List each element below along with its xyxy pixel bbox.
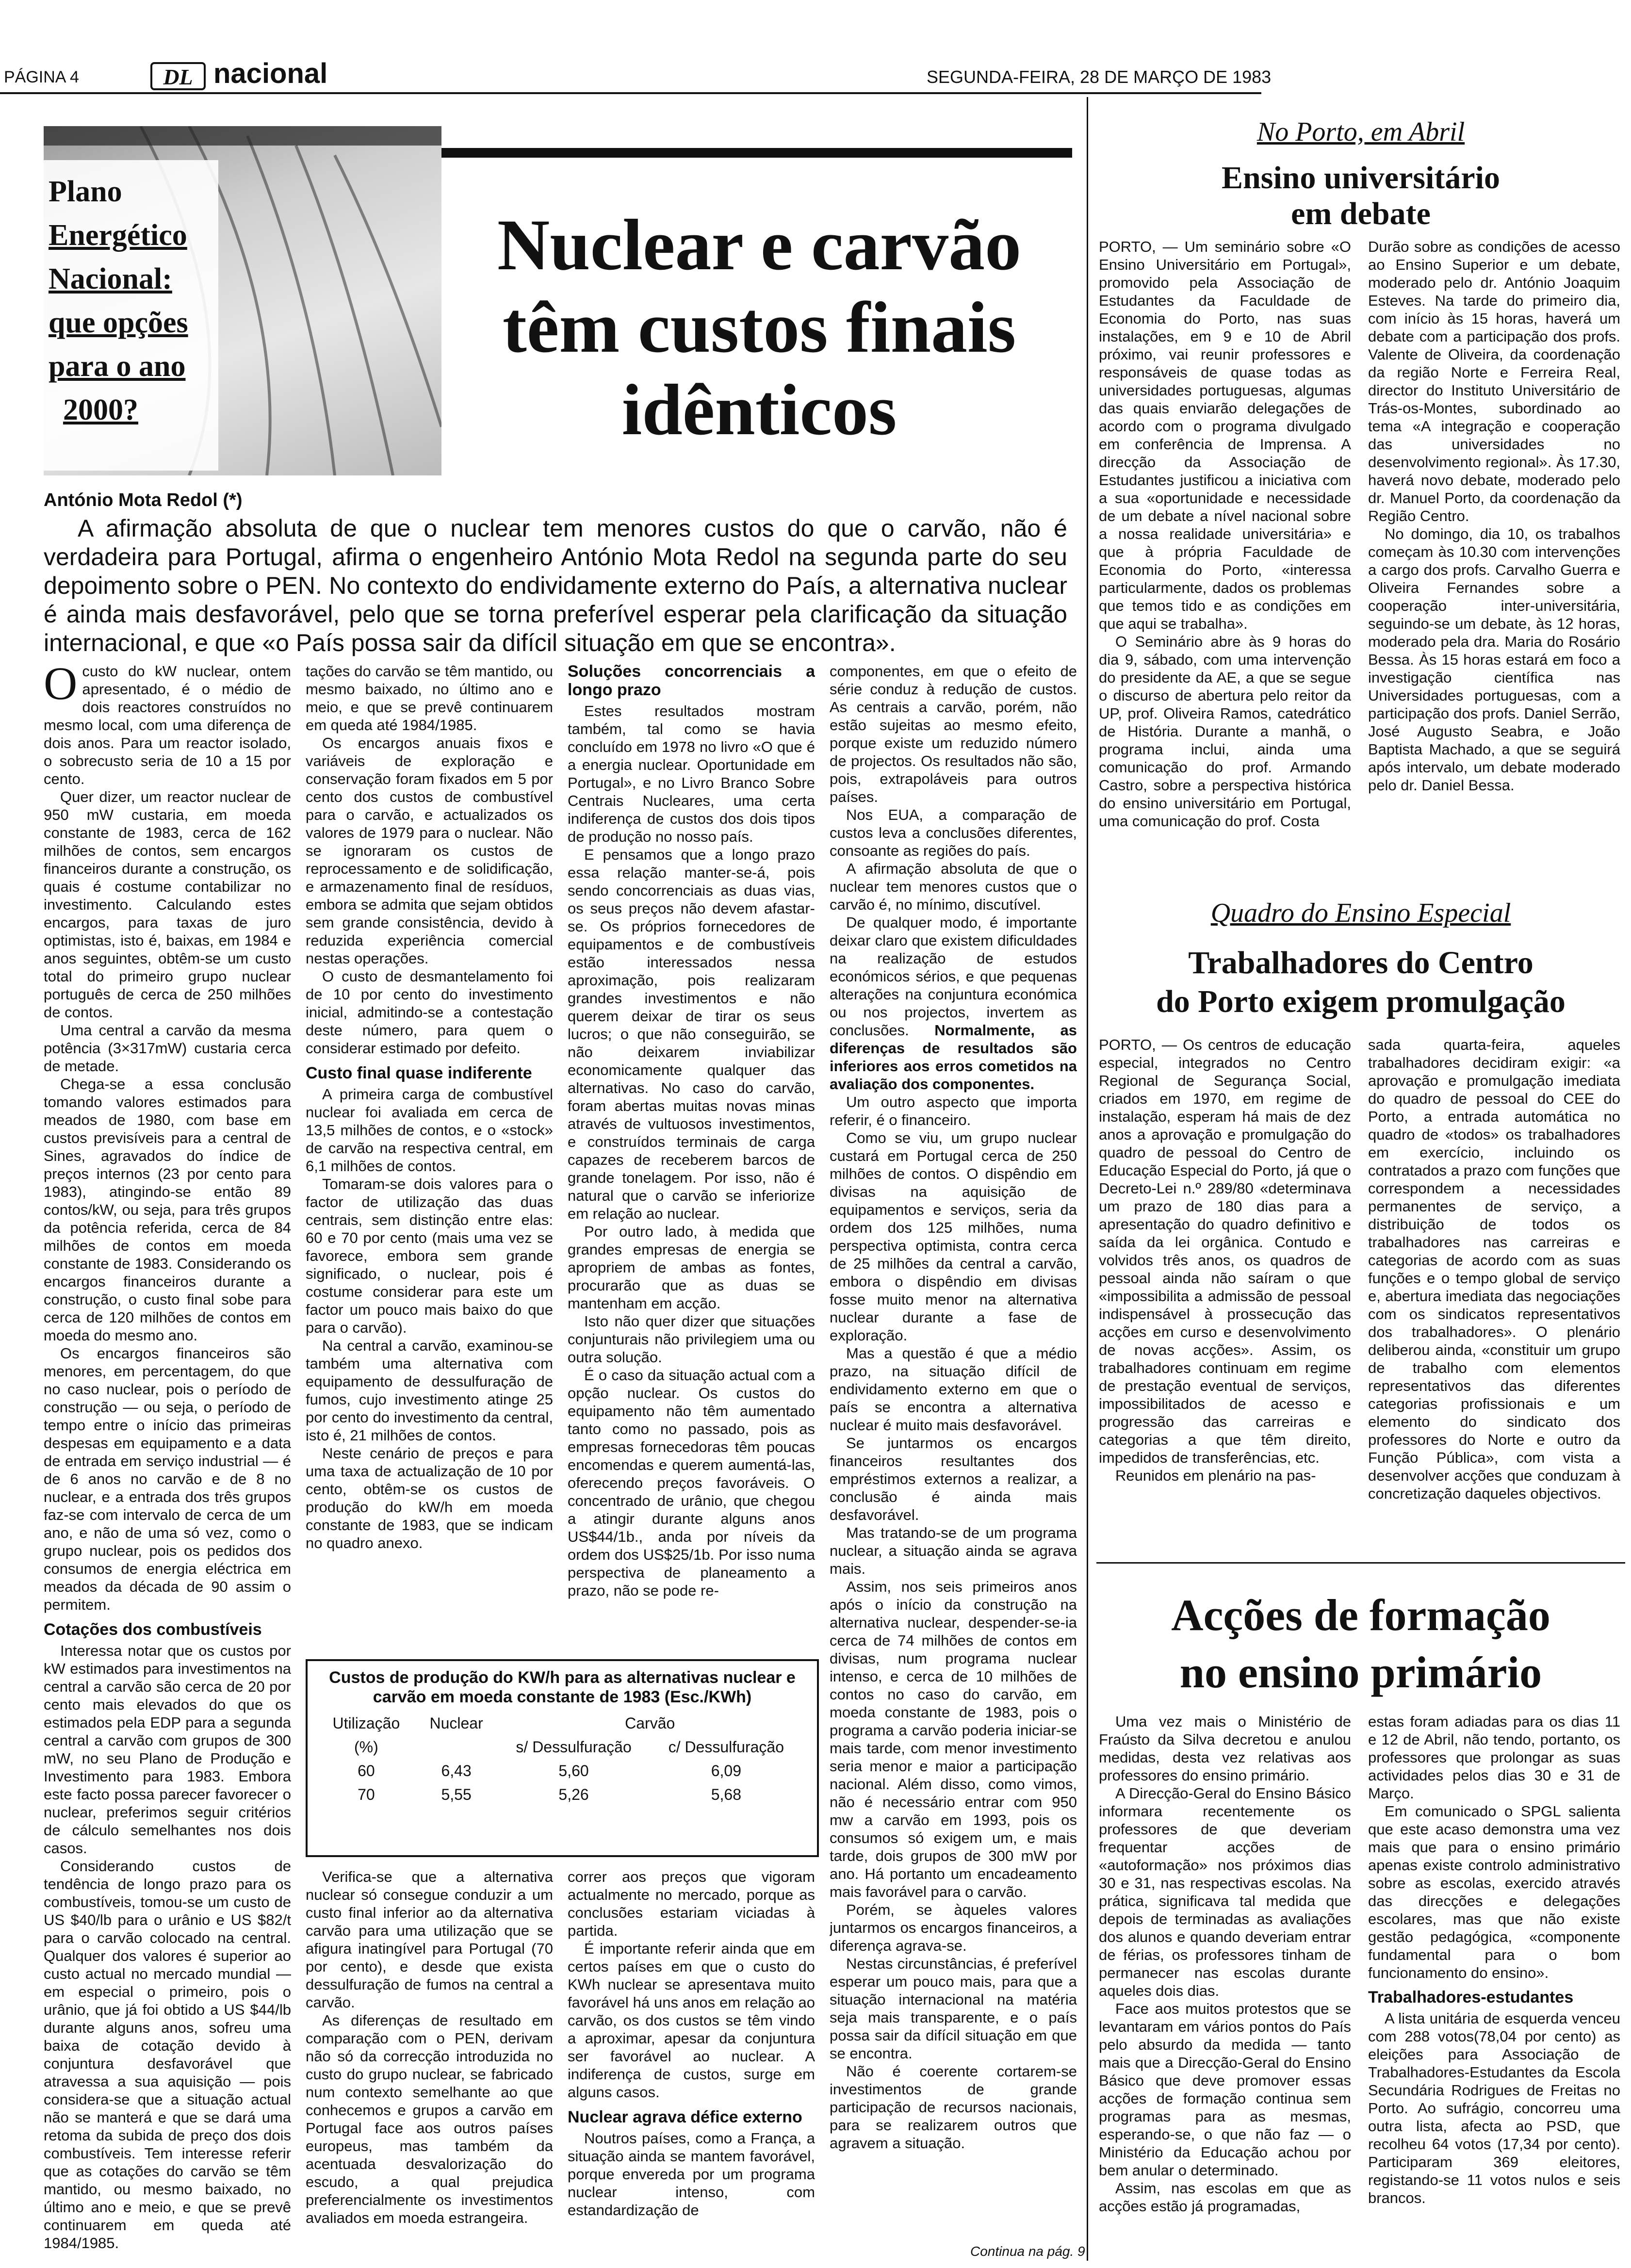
table-subheader-row [317, 1735, 802, 1759]
especial-headline [1096, 944, 1625, 1021]
paragraph: Reunidos em plenário na pas- [1115, 1467, 1316, 1484]
table-header [415, 1735, 498, 1759]
section-logo-icon [150, 61, 209, 91]
byline: António Mota Redol (*) [44, 490, 243, 510]
table-header: s/ Dessulfuração [516, 1738, 632, 1756]
headline-line: têm custos finais [502, 287, 1016, 368]
table-header: c/ Dessulfuração [668, 1738, 784, 1756]
table-row [317, 1759, 802, 1783]
paragraph: PORTO, — Um seminário sobre «O Ensino Universitário em Portugal», promovido pela Associação de Estudantes da Faculdade de Economia do Porto, nas suas instalações, em 9 e 10 de Abril próximo, vai reunir professores e responsáveis de quase todas as universidades portuguesas, algumas das quais enviarão delegações de acordo com o programa divulgado em conferência de Imprensa. A direcção da Associação de Estudantes justificou a iniciativa com a sua «oportunidade e necessidade de um debate a nível nacional sobre a nossa realidade universitária» e que à própria Faculdade de Economia do Porto, «interessa particularmente, dados os problemas que temos tido e as condições em que aqui se trabalha». [1099, 238, 1351, 632]
table-header: Nuclear [429, 1714, 483, 1732]
dropcap: O [44, 662, 78, 709]
costs-table-title: Custos de produção do KW/h para as alternativas nuclear e carvão em moeda constante de 1983 (Esc./KWh) [329, 1668, 796, 1706]
paragraph: Por outro lado, à medida que grandes empresas de energia se apropriem de ambas as fontes, procurarão que as duas se mantenham em acção. [568, 1223, 815, 1312]
paragraph: As diferenças de resultado em comparação com o PEN, derivam não só da correcção introduzida no custo do grupo nuclear, se fabricado num contexto semelhante ao que conhecemos e grupos a carvão em Portugal face aos outros países europeus, mas também da acentuada desvalorização do escudo, a qual prejudica preferencialmente os investimentos avaliados em moeda estrangeira. [306, 2012, 553, 2226]
headline-line: do Porto exigem promulgação [1156, 984, 1566, 1019]
subhead: Soluções concorrenciais a longo prazo [568, 662, 815, 699]
headline-line: no ensino primário [1179, 1648, 1542, 1697]
ensino-kicker: No Porto, em Abril [1256, 117, 1465, 147]
table-header-row [317, 1712, 802, 1735]
paragraph: É o caso da situação actual com a opção nuclear. Os custos do equipamento não têm aumentado tanto como no passado, pois as empresas fornecedoras têm poucas encomendas e querem aumentá-las, oferecendo preços favoráveis. O concentrado de urânio, que chegou a atingir durante alguns anos US$44/1b., anda por níveis da ordem dos US$25/1b. Por isso numa perspectiva de planeamento a prazo, não se pode re- [568, 1367, 815, 1599]
issue-date: SEGUNDA-FEIRA, 28 DE MARÇO DE 1983 [927, 67, 1272, 87]
paragraph: No domingo, dia 10, os trabalhos começam às 10.30 com intervenções a cargo dos profs. Carvalho Guerra e Oliveira Fernandes sobre a cooperação inter-universitária, seguindo-se um debate, às 12 horas, moderado pela dra. Maria do Rosário Bessa. Às 15 horas estará em foco a investigação científica nas Universidades portuguesas, com a participação dos profs. Daniel Serrão, José Augusto Seabra, e João Baptista Machado, a que se seguirá após intervalo, um debate moderado pelo dr. Daniel Bessa. [1368, 525, 1620, 794]
paragraph: Considerando custos de tendência de longo prazo para os combustíveis, tomou-se um custo de US $40/lb para o urânio e US $82/t para o carvão colocado na central. Qualquer dos valores é superior ao custo actual no mercado mundial — em especial o primeiro, pois o urânio, que já foi obtido a US $44/lb durante alguns anos, sofreu uma baixa de cotação devido à conjuntura desfavorável que atravessa a sua aquisição — pois considera-se que a situação actual não se manterá e que se dará uma retoma da subida de preço dos dois combustíveis. Tem interesse referir que as cotações do carvão se têm mantido, ou mesmo baixado, no último ano e meio, e que se prevê continuarem em queda até 1984/1985. [44, 1858, 291, 2252]
headline-line: Trabalhadores do Centro [1188, 945, 1533, 980]
paragraph: O custo de desmantelamento foi de 10 por cento do investimento inicial, admitindo-se a contestação deste número, para quem o considerar estimado por defeito. [306, 968, 553, 1057]
ensino-headline [1096, 160, 1625, 232]
headline-line: em debate [1291, 196, 1431, 231]
formacao-column-1 [1099, 1713, 1351, 2261]
table-header: Utilização [332, 1714, 400, 1732]
lead-column-1 [44, 662, 291, 2258]
headline-line: Acções de formação [1171, 1590, 1550, 1640]
paragraph: A afirmação absoluta de que o nuclear tem menores custos que o carvão é, no mínimo, discutível. [830, 860, 1077, 913]
paragraph: Face aos muitos protestos que se levantaram em vários pontos do País pelo absurdo da medida — tanto mais que a Direcção-Geral do Ensino Básico que deve promover essas acções de formação continua sem programas para as mesmas, esperando-se, o que não faz — o Ministério da Educação achou por bem anular o determinado. [1099, 2000, 1351, 2179]
table-cell: 5,68 [711, 1786, 741, 1803]
paragraph: Isto não quer dizer que situações conjunturais não privilegiem uma ou outra solução. [568, 1313, 815, 1366]
table-cell: 6,09 [711, 1762, 741, 1779]
paragraph: Durão sobre as condições de acesso ao Ensino Superior e um debate, moderado pelo dr. António Joaquim Esteves. Na tarde do primeiro dia, com início às 15 horas, haverá um debate com a participação dos profs. Valente de Oliveira, da coordenação da região Norte e Ferreira Real, director do Instituto Universitário de Trás-os-Montes, subordinado ao tema «A integração e cooperação das universidades no desenvolvimento regional». Às 17.30, haverá novo debate, moderado pelo dr. Manuel Porto, da coordenação da Região Centro. [1368, 238, 1620, 524]
table-cell: 60 [358, 1762, 375, 1779]
series-title-line: para o ano [49, 350, 186, 383]
subhead: Cotações dos combustíveis [44, 1620, 262, 1639]
table-cell: 6,43 [441, 1762, 472, 1779]
paragraph: Quer dizer, um reactor nuclear de 950 mW custaria, em moeda constante de 1983, cerca de 162 milhões de contos, sem encargos financeiros durante a construção, os quais é costume contabilizar no investimento. Calculando estes encargos, para taxas de juro optimistas, isto é, baixas, em 1984 e anos seguintes, obtêm-se um custo total do primeiro grupo nuclear português de cerca de 250 milhões de contos. [44, 788, 291, 1021]
paragraph: A lista unitária de esquerda venceu com 288 votos(78,04 por cento) as eleições para Associação de Trabalhadores-Estudantes da Escola Secundária Rodrigues de Freitas no Porto. Ao sufrágio, concorreu uma outra lista, afecta ao PSD, que recolheu 64 votos (17,34 por cento). Participaram 369 eleitores, registando-se 11 votos nulos e seis brancos. [1368, 2010, 1620, 2206]
paragraph: Os encargos anuais fixos e variáveis de exploração e conservação foram fixados em 5 por cento dos custos de combustível para o carvão, e actualizados os valores de 1979 para o nuclear. Não se ignoraram os custos de reprocessamento e de solidificação, e armazenamento final de resíduos, embora se admita que sejam obtidos sem grande consistência, devido à reduzida experiência comercial nestas operações. [306, 734, 553, 967]
costs-table-box [306, 1659, 819, 1857]
standfirst: A afirmação absoluta de que o nuclear tem menores custos do que o carvão, não é verdadeira para Portugal, afirma o engenheiro António Mota Redol na segunda parte do seu depoimento sobre o PEN. No contexto do endividamente externo do País, a alternativa nuclear é ainda mais desfavorável, pelo que se torna preferível esperar pela clarificação da situação internacional, e que «o País possa sair da difícil situação em que se encontra». [44, 515, 1067, 656]
paragraph: custo do kW nuclear, ontem apresentado, é o médio de dois reactores construídos no mesmo local, com uma diferença de dois anos. Para um reactor isolado, o sobrecusto seria de 10 a 15 por cento. [44, 663, 291, 787]
paragraph: Na central a carvão, examinou-se também uma alternativa com equipamento de dessulfuração de fumos, cujo investimento atinge 25 por cento do investimento da central, isto é, 21 milhões de contos. [306, 1337, 553, 1444]
paragraph: Não é coerente cortarem-se investimentos de grande participação de recursos nacionais, para se realizarem outros que agravem a situação. [830, 2063, 1077, 2152]
paragraph: Chega-se a essa conclusão tomando valores estimados para meados de 1980, com base em custos previsíveis para a central de Sines, agravados do índice de preços internos (23 por cento para 1983), atingindo-se então 89 contos/kW, ou seja, para três grupos da potência referida, cerca de 84 milhões de contos em moeda constante de 1983. Considerando os encargos financeiros durante a construção, o custo final sobe para cerca de 120 milhões de contos em moeda do mesmo ano. [44, 1076, 291, 1344]
continued-note: Continua na pág. 9 [970, 2244, 1085, 2259]
table-cell: 5,60 [558, 1762, 589, 1779]
paragraph: Verifica-se que a alternativa nuclear só consegue conduzir a um custo final inferior ao da alternativa carvão para uma utilização que se afigura inatingível para Portugal (70 por cento), e desde que exista dessulfuração de fumos na central a carvão. [306, 1868, 553, 2011]
paragraph: Como se viu, um grupo nuclear custará em Portugal cerca de 250 milhões de contos. O dispêndio em divisas na aquisição de equipamentos e serviços, seria da ordem dos 125 milhões, numa perspectiva optimista, contra cerca de 25 milhões da central a carvão, embora o dispêndio em divisas fosse muito menor na alternativa nuclear durante a fase de exploração. [830, 1129, 1077, 1344]
paragraph: tações do carvão se têm mantido, ou mesmo baixado, no último ano e meio, e que se prevê continuarem em queda até 1984/1985. [306, 663, 553, 734]
paragraph: PORTO, — Os centros de educação especial, integrados no Centro Regional de Segurança Social, criados em 1970, em regime de instalação, esperam há mais de dez anos a aprovação e promulgação do quadro de pessoal do Centro de Educação Especial do Porto, já que o Decreto-Lei n.º 289/80 «determinava um prazo de 180 dias para a apresentação do quadro definitivo e saída da lei orgânica. Contudo e volvidos três anos, os quadros de pessoal ainda não saíram o que «impossibilita a admissão de pessoal indispensável à prossecução das acções em curso e desenvolvimento de novas acções». Assim, os trabalhadores continuam em regime de prestação eventual de serviços, impossibilitados de acesso e progressão das carreiras e categorias a que têm direito, impedidos de transferências, etc. [1099, 1036, 1351, 1466]
lead-column-3b [568, 1868, 815, 2256]
table-row [317, 1783, 802, 1807]
paragraph: Tomaram-se dois valores para o factor de utilização das duas centrais, sem distinção entre elas: 60 e 70 por cento (mais uma vez se favorece, embora sem grande significado, o nuclear, pois é costume considerar para este um factor um pouco mais baixo do que para o carvão). [306, 1175, 553, 1336]
paragraph: Noutros países, como a França, a situação ainda se mantem favorável, porque envereda por um programa nuclear intenso, com estandardização de [568, 2130, 815, 2219]
paragraph [830, 914, 1077, 1093]
lead-top-rule [441, 148, 1072, 158]
paragraph: Nos EUA, a comparação de custos leva a conclusões diferentes, consoante as regiões do país. [830, 806, 1077, 859]
paragraph: Uma vez mais o Ministério de Fraústo da Silva decretou e anulou medidas, desta vez relativas aos professores do ensino primário. [1099, 1713, 1351, 1784]
costs-table [317, 1712, 802, 1807]
series-title-line: Nacional: [49, 262, 172, 295]
table-cell: 70 [358, 1786, 375, 1803]
svg-text:DL: DL [163, 65, 193, 89]
table-cell: 5,26 [558, 1786, 589, 1803]
subhead: Trabalhadores-estudantes [1368, 1988, 1574, 2007]
lead-column-4 [830, 662, 1077, 2239]
paragraph: Se juntarmos os encargos financeiros resultantes dos empréstimos externos a realizar, a conclusão é ainda mais desfavorável. [830, 1435, 1077, 1523]
paragraph: O Seminário abre às 9 horas do dia 9, sábado, com uma intervenção do presidente da AE, a que se segue o discurso de abertura pelo reitor da UP, prof. Oliveira Ramos, catedrático de História. Durante a manhã, o programa inclui, ainda uma comunicação do prof. Armando Castro, sobre a perspectiva histórica do ensino universitário em Portugal, uma comunicação do prof. Costa [1099, 633, 1351, 830]
paragraph: Uma central a carvão da mesma potência (3×317mW) custaria cerca de metade. [44, 1022, 291, 1075]
lead-column-2 [306, 662, 553, 1647]
paragraph: componentes, em que o efeito de série conduz à redução de custos. As centrais a carvão, porém, não estão sujeitas ao mesmo efeito, porque existe um reduzido número de projectos. Os resultados não são, pois, extrapoláveis para outros países. [830, 663, 1077, 805]
paragraph: A Direcção-Geral do Ensino Básico informara recentemente os professores de que deveriam frequentar acções de «autoformação» nos próximos dias 30 e 31, nas respectivas escolas. Na prática, significava tal medida que depois de terminadas as avaliações dos alunos e quando deveriam entrar de férias, os professores tinham de permanecer nas escolas durante aqueles dois dias. [1099, 1785, 1351, 1999]
series-title-line: 2000? [63, 393, 138, 426]
paragraph: estas foram adiadas para os dias 11 e 12 de Abril, não tendo, portanto, os professores que prolongar as suas actividades pelos dias 30 e 31 de Março. [1368, 1713, 1620, 1802]
paragraph: Mas a questão é que a médio prazo, na situação difícil de endividamento externo em que o país se encontra a alternativa nuclear é muito mais desfavorável. [830, 1345, 1077, 1434]
paragraph-emphasis: Normalmente, as diferenças de resultados são inferiores aos erros cometidos na avaliação dos componentes. [830, 1022, 1077, 1093]
paragraph: É importante referir ainda que em certos países em que o custo do KWh nuclear se apresentava muito favorável há uns anos em relação ao carvão, os dos custos se têm vindo a aproximar, apesar da conjuntura ser favorável ao nuclear. A indiferença de custos, surge em alguns casos. [568, 1940, 815, 2101]
paragraph: Interessa notar que os custos por kW estimados para investimentos na central a carvão são cerca de 20 por cento mais elevados do que os estimados pela EDP para a segunda central a carvão com grupos de 300 mW, no seu Plano de Produção e Investimento para 1983. Embora este facto possa parecer favorecer o nuclear, preferimos seguir critérios de cálculo semelhantes nos dois casos. [44, 1642, 291, 1857]
subhead: Nuclear agrava défice externo [568, 2108, 802, 2126]
paragraph: A primeira carga de combustível nuclear foi avaliada em cerca de 13,5 milhões de contos, e o «stock» de carvão na respectiva central, em 6,1 milhões de contos. [306, 1086, 553, 1175]
ensino-column-1 [1099, 238, 1351, 907]
series-title [49, 170, 218, 432]
paragraph: sada quarta-feira, aqueles trabalhadores decidiram exigir: «a aprovação e promulgação imediata do quadro de pessoal do CEE do Porto, a entrada automática no quadro de «todos» os trabalhadores em exercício, incluindo os contratados a prazo com funções que correspondem a necessidades permanentes de serviço, a distribuição de todos os trabalhadores nas carreiras e categorias de acordo com as suas funções e o tempo global de serviço e, abertura imediata das negociações com os sindicatos representativos dos trabalhadores». O plenário deliberou ainda, «constituir um grupo de trabalho com elementos representativos das diferentes categorias profissionais e um elemento do sindicato dos professores do Norte e outro da Função Pública», com vista a desenvolver acções que conduzam à concretização daqueles objectivos. [1368, 1036, 1620, 1502]
paragraph: Assim, nas escolas em que as acções estão já programadas, [1099, 2180, 1351, 2215]
paragraph: Os encargos financeiros são menores, em percentagem, do que no caso nuclear, pois o período de construção — ou seja, o período de tempo entre o início das primeiras despesas em equipamento e a data de entrada em serviço industrial — é de 6 anos no carvão e de 8 no nuclear, e a entrada dos três grupos faz-se com intervalo de cerca de um ano, e não de uma só vez, como o grupo nuclear, pois os pedidos dos consumos de energia eléctrica em meados da década de 90 assim o permitem. [44, 1345, 291, 1613]
table-header: Carvão [625, 1714, 675, 1732]
paragraph-text: De qualquer modo, é importante deixar claro que existem dificuldades na realização de estudos económicos sérios, e que pequenas alterações na conjuntura económica ou nos projectos, invertem as conclusões. [830, 914, 1077, 1039]
section-name: nacional [213, 58, 328, 89]
series-title-line: Energético [49, 219, 187, 252]
paragraph: correr aos preços que vigoram actualmente no mercado, porque as conclusões estariam viciadas à partida. [568, 1868, 815, 1939]
paragraph: Em comunicado o SPGL salienta que este acaso demonstra uma vez mais que para o ensino primário apenas existe controlo administrativo sobre as escolas, exercido através das direcções e delegações escolares, mas que não existe gestão pedagógica, «componente fundamental para o bom funcionamento do ensino». [1368, 1803, 1620, 1981]
table-header: (%) [354, 1738, 378, 1756]
paragraph: E pensamos que a longo prazo essa relação manter-se-á, pois sendo concorrenciais as duas vias, os seus preços não devem afastar-se. Os próprios fornecedores de equipamentos e de combustíveis estão interessados nessa aproximação, pois realizaram grandes investimentos e não querem deixar de tirar os seus lucros; o que não conseguirão, se não deixarem inviabilizar economicamente qualquer das alternativas. No caso do carvão, foram abertas muitas novas minas através de vultuosos investimentos, e construídos terminais de carga capazes de receberem barcos de grande tonelagem. Por isso, não é natural que o carvão se inferiorize em relação ao nuclear. [568, 846, 815, 1222]
paragraph: Assim, nos seis primeiros anos após o início da construção na alternativa nuclear, despender-se-ia cerca de 74 milhões de contos em divisas, num programa nuclear intenso, e cerca de 10 milhões de contos no caso do carvão, em moeda constante de 1983, pois o programa a carvão poderia iniciar-se mais tarde, com menor investimento seria menor e maior a participação nacional. Além disso, como vimos, não é necessário entrar com 950 mw a carvão em 1993, pois os consumos só exigem um, e mais tarde, dois grupos de 300 mW por ano. Há portanto um encadeamento mais favorável para o carvão. [830, 1578, 1077, 1900]
headline-line: idênticos [621, 370, 897, 450]
ensino-column-2 [1368, 238, 1620, 907]
especial-column-2 [1368, 1036, 1620, 1569]
paragraph: Porém, se àqueles valores juntarmos os encargos financeiros, a diferença agrava-se. [830, 1901, 1077, 1954]
sidebar-section-rule [1096, 1562, 1625, 1564]
lead-headline [446, 204, 1072, 451]
series-title-line: que opções [49, 306, 188, 339]
formacao-headline [1096, 1586, 1625, 1701]
paragraph: Mas tratando-se de um programa nuclear, a situação ainda se agrava mais. [830, 1524, 1077, 1577]
headline-line: Ensino universitário [1222, 160, 1500, 196]
formacao-column-2 [1368, 1713, 1620, 2261]
especial-column-1 [1099, 1036, 1351, 1569]
especial-kicker: Quadro do Ensino Especial [1210, 898, 1511, 928]
series-title-line: Plano [49, 175, 122, 208]
paragraph: Estes resultados mostram também, tal como se havia concluído em 1978 no livro «O que é a energia nuclear. Oportunidade em Portugal», e no Livro Branco Sobre Centrais Nucleares, uma certa indiferença de custos dos dois tipos de produção no nosso país. [568, 702, 815, 845]
lead-column-3 [568, 662, 815, 1647]
table-cell: 5,55 [441, 1786, 472, 1803]
paragraph: Neste cenário de preços e para uma taxa de actualização de 10 por cento, obtêm-se os custos de produção do kW/h em moeda constante de 1983, que se indicam no quadro anexo. [306, 1445, 553, 1551]
subhead: Custo final quase indiferente [306, 1064, 532, 1082]
headline-line: Nuclear e carvão [497, 205, 1022, 285]
masthead-rule [0, 92, 1261, 94]
sidebar-divider [1087, 97, 1088, 2261]
paragraph: Um outro aspecto que importa referir, é o financeiro. [830, 1093, 1077, 1128]
page-number: PÁGINA 4 [4, 68, 79, 86]
paragraph: Nestas circunstâncias, é preferível esperar um pouco mais, para que a situação internacional na matéria seja mais transparente, e o país possa sair da difícil situação em que se encontra. [830, 1955, 1077, 2062]
lead-column-2b [306, 1868, 553, 2256]
